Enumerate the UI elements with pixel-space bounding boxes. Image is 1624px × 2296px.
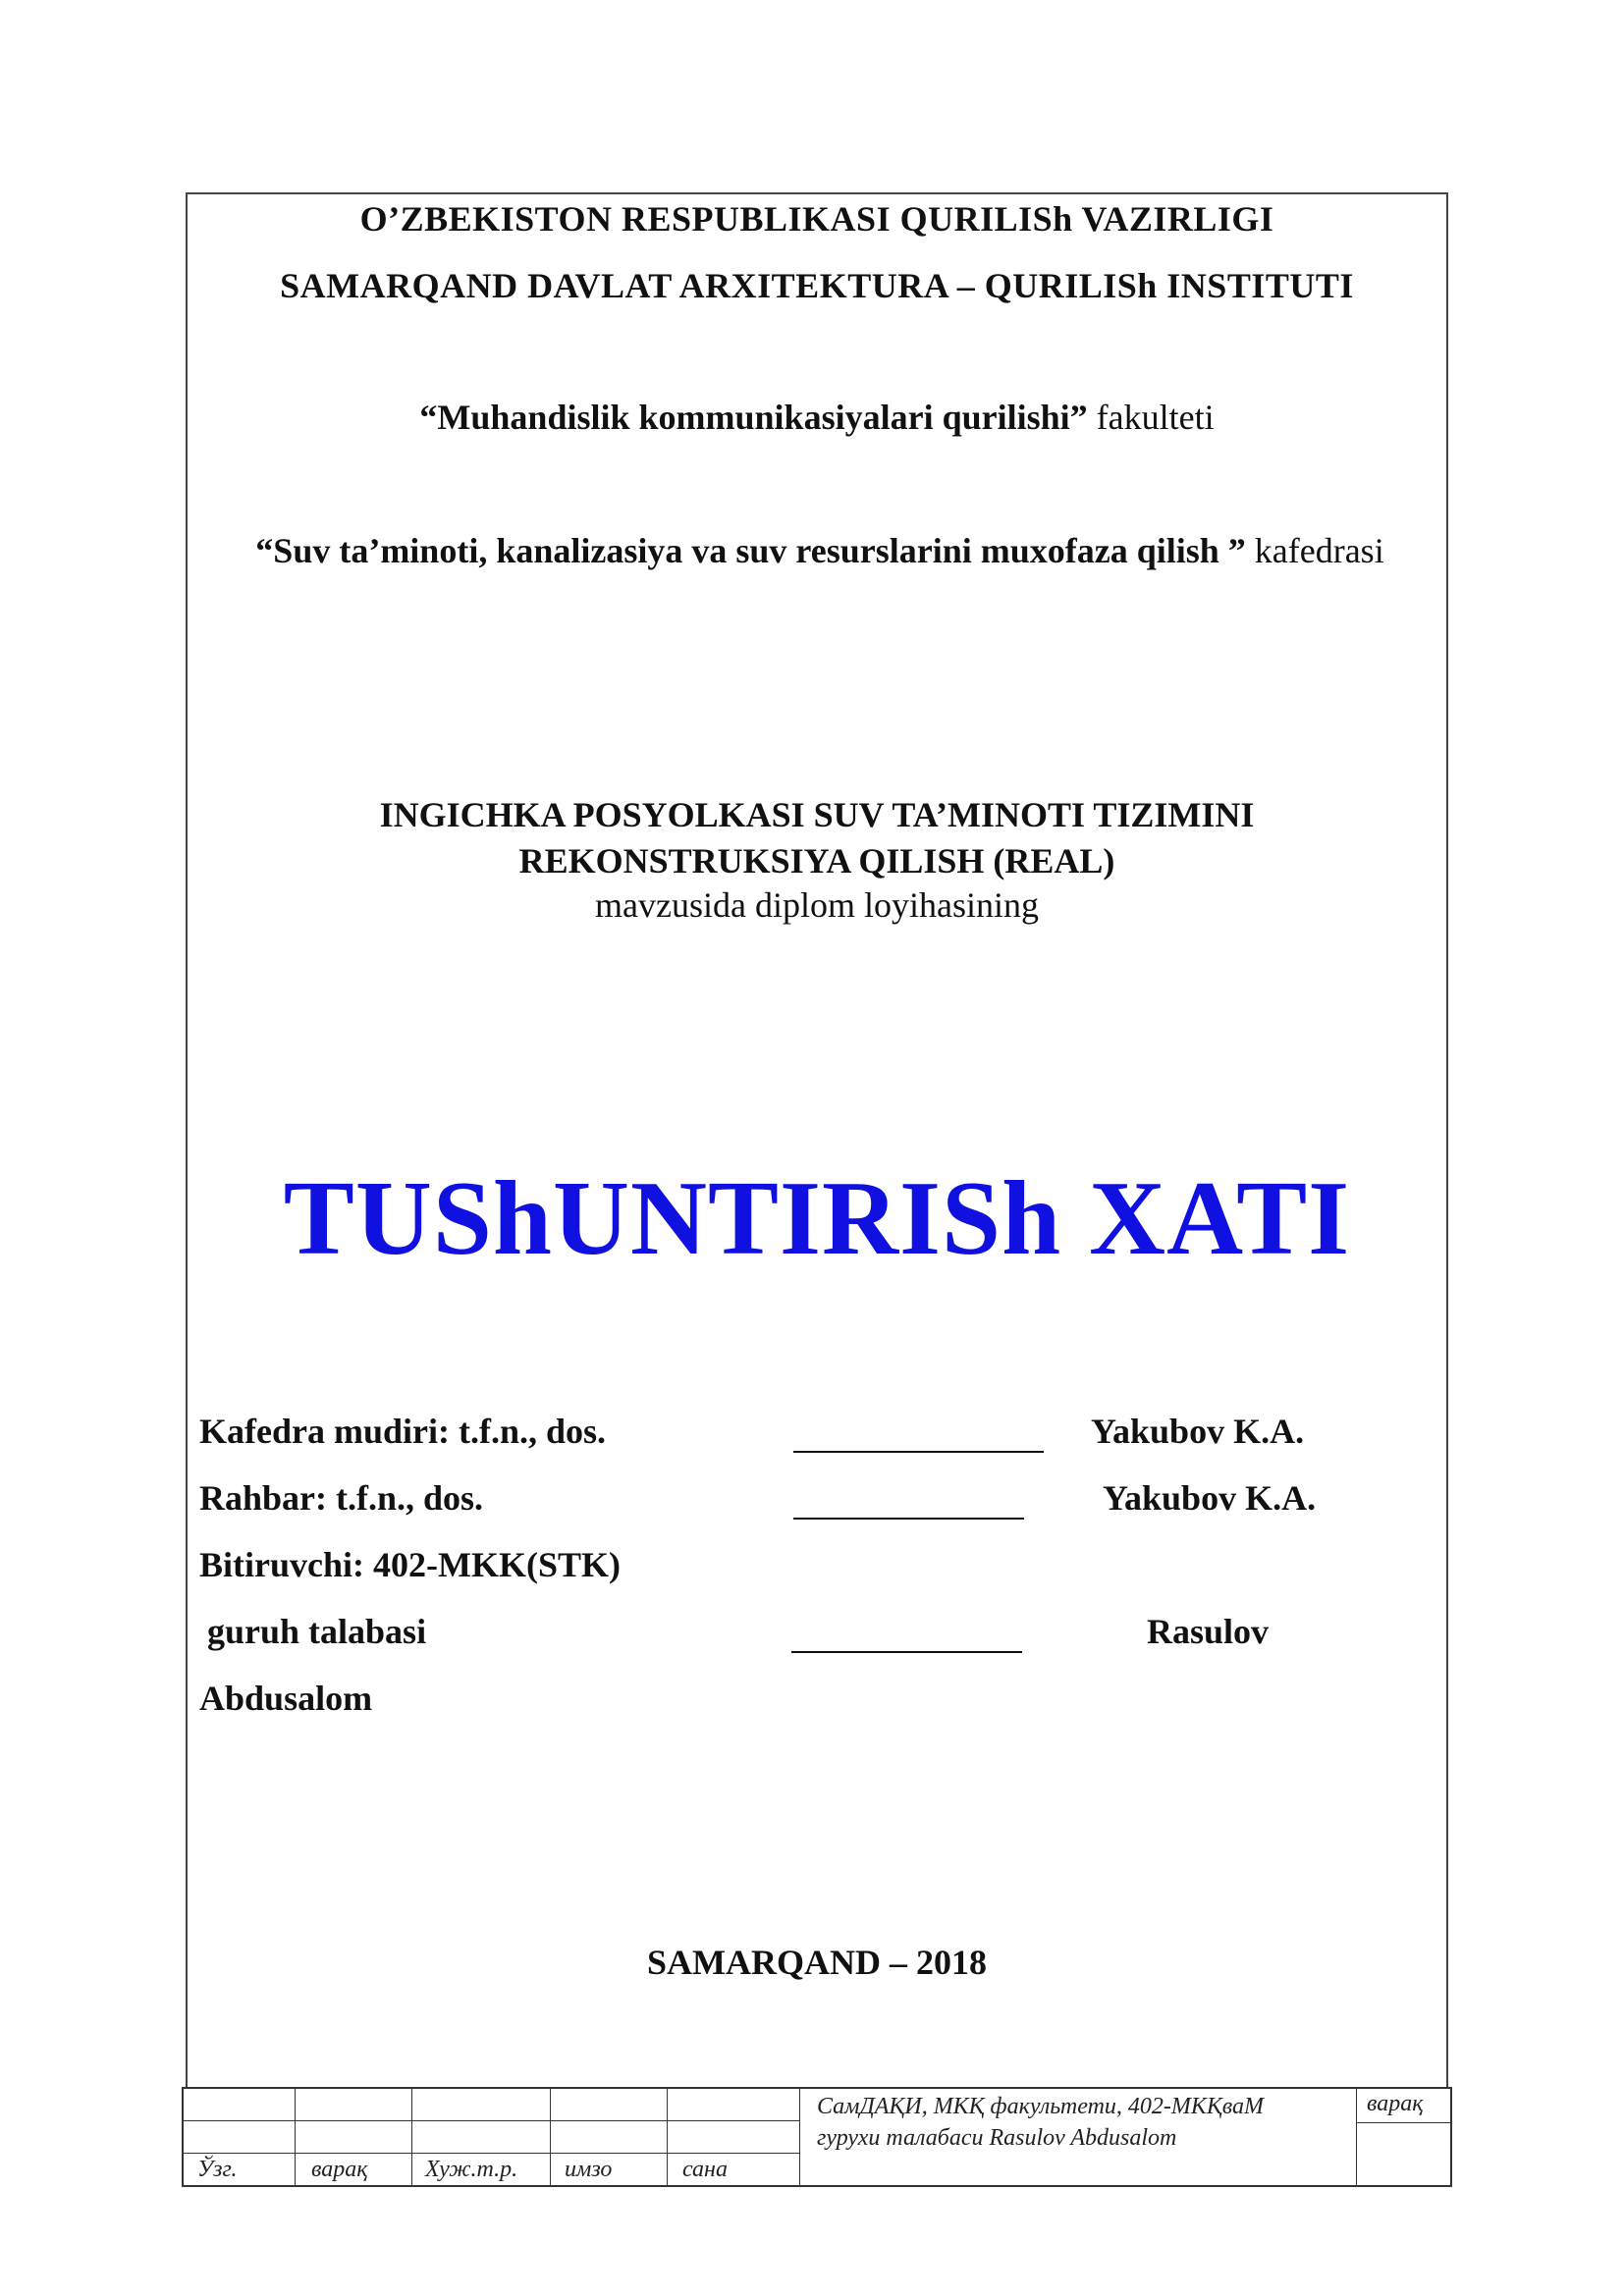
stamp-divider	[1356, 2089, 1357, 2185]
student-signature-line	[791, 1651, 1022, 1653]
stamp-sheet-label: варақ	[1367, 2091, 1424, 2116]
department-line	[196, 530, 1443, 571]
supervisor-signature-line	[793, 1518, 1024, 1520]
stamp-description	[817, 2091, 1347, 2154]
stamp-col-sign: имзо	[565, 2157, 613, 2182]
stamp-description-line-1: СамДАҚИ, МКҚ факультети, 402-МКҚваМ	[817, 2094, 1265, 2119]
group-label: guruh talabasi	[207, 1612, 427, 1651]
student-name: Abdusalom	[199, 1679, 373, 1718]
stamp-divider	[295, 2089, 296, 2185]
topic-line-2: REKONSTRUKSIYA QILISH (REAL)	[518, 841, 1115, 881]
stamp-col-change: Ўзг.	[197, 2157, 238, 2182]
stamp-divider	[411, 2089, 412, 2185]
city-year: SAMARQAND – 2018	[647, 1943, 987, 1982]
faculty-line	[186, 397, 1448, 438]
head-signature-line	[793, 1451, 1044, 1453]
supervisor-label: Rahbar: t.f.n., dos.	[199, 1478, 484, 1518]
stamp-row-line	[184, 2153, 799, 2154]
stamp-description-line-2: гурухи талабаси Rasulov Abdusalom	[817, 2125, 1177, 2151]
topic-line-1: INGICHKA POSYOLKASI SUV TA’MINOTI TIZIMINI	[379, 795, 1255, 834]
title-block	[182, 2087, 1452, 2187]
topic-subtitle: mavzusida diplom loyihasining	[595, 885, 1039, 925]
head-of-department-name: Yakubov K.A.	[1091, 1412, 1305, 1451]
stamp-divider	[799, 2089, 800, 2185]
stamp-col-sheet: варақ	[311, 2157, 368, 2182]
stamp-divider	[667, 2089, 668, 2185]
faculty-suffix: fakulteti	[1087, 398, 1215, 437]
stamp-divider	[550, 2089, 551, 2185]
page-frame	[186, 192, 1448, 2089]
student-surname: Rasulov	[1147, 1612, 1270, 1651]
head-of-department-label: Kafedra mudiri: t.f.n., dos.	[199, 1412, 606, 1451]
graduate-label: Bitiruvchi: 402-MKK(STK)	[199, 1545, 621, 1584]
department-name: “Suv ta’minoti, kanalizasiya va suv resurslarini muxofaza qilish ”	[255, 531, 1246, 570]
document-title: TUShUNTIRISh XATI	[283, 1160, 1351, 1277]
supervisor-name: Yakubov K.A.	[1103, 1478, 1317, 1518]
stamp-col-date: сана	[682, 2157, 728, 2182]
institute-heading: SAMARQAND DAVLAT ARXITEKTURA – QURILISh INSTITUTI	[280, 266, 1354, 305]
stamp-col-doc: Хуж.т.р.	[425, 2157, 518, 2182]
stamp-row-line	[184, 2120, 799, 2121]
stamp-row-line	[1356, 2122, 1450, 2123]
ministry-heading: O’ZBEKISTON RESPUBLIKASI QURILISh VAZIRLIGI	[359, 199, 1274, 239]
faculty-name: “Muhandislik kommunikasiyalari qurilishi”	[419, 398, 1088, 437]
department-suffix: kafedrasi	[1245, 531, 1384, 570]
